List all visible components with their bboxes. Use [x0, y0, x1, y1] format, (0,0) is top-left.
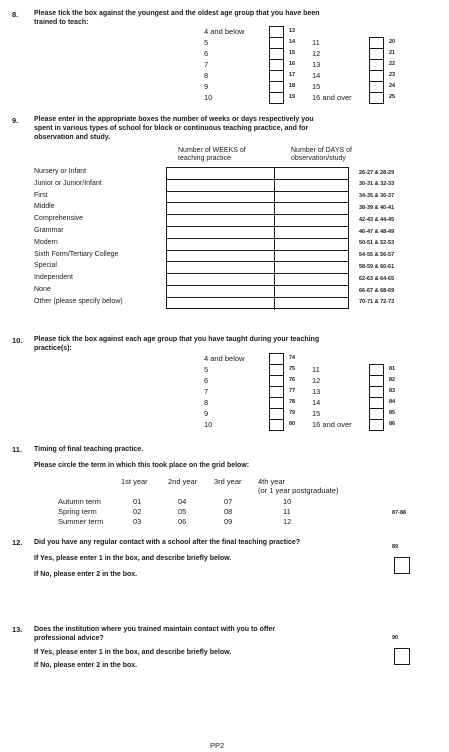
q8-left-tick-box[interactable] [270, 82, 283, 93]
q11-term-label: Spring term [58, 507, 97, 516]
q9-weeks-entry[interactable] [167, 192, 275, 203]
q11-term-value[interactable]: 08 [224, 507, 233, 516]
q12-text-line2: If Yes, please enter 1 in the box, and describe briefly below. [34, 555, 232, 562]
q8-left-age-label: 9 [204, 82, 209, 91]
q9-row-code: 70-71 & 72-73 [359, 299, 395, 306]
q12-text-line3: If No, please enter 2 in the box. [34, 571, 138, 578]
q8-right-tick-boxes [369, 37, 384, 104]
q10-right-code: 82 [389, 377, 396, 383]
q9-row-label: Modern [34, 238, 58, 246]
q9-weeks-entry[interactable] [167, 262, 275, 273]
q8-right-code: 25 [389, 94, 396, 100]
q9-grid-row [167, 192, 348, 204]
q9-col1-header-line1: Number of WEEKS of [178, 147, 246, 154]
q9-col2-header-line2: observation/study [291, 155, 346, 162]
q12-code: 89 [392, 544, 399, 550]
q9-row-code: 54-55 & 56-57 [359, 252, 395, 259]
q11-term-value[interactable]: 11 [283, 507, 291, 516]
q10-left-tick-boxes [269, 353, 284, 431]
q9-grid-row [167, 227, 348, 239]
q11-term-value[interactable]: 01 [133, 497, 142, 506]
q11-header-note: (or 1 year postgraduate) [258, 486, 339, 495]
q8-left-code: 13 [289, 28, 296, 34]
q11-header-1st-year: 1st year [121, 477, 148, 486]
q9-grid-row [167, 168, 348, 180]
q9-days-entry[interactable] [275, 239, 348, 250]
q13-text-line1: Does the institution where you trained maintain contact with you to offer [34, 626, 276, 633]
q10-right-tick-box[interactable] [370, 420, 383, 431]
q10-left-code: 74 [289, 355, 296, 361]
q13-answer-box[interactable] [394, 648, 410, 665]
q9-grid-row [167, 215, 348, 227]
q10-right-tick-box[interactable] [370, 387, 383, 398]
q8-left-code: 16 [289, 61, 296, 67]
q11-term-value[interactable]: 07 [224, 497, 233, 506]
q9-row-label: Nursery or Infant [34, 168, 87, 175]
q9-days-entry[interactable] [275, 262, 348, 273]
q8-left-tick-box[interactable] [270, 60, 283, 71]
q8-text-line2: trained to teach: [34, 19, 89, 26]
q8-text-line1: Please tick the box against the youngest and the oldest age group that you have been [34, 10, 320, 17]
q8-left-tick-boxes [269, 26, 284, 104]
q9-row-label: Other (please specify below) [34, 297, 123, 305]
q9-grid-row [167, 180, 348, 192]
q8-right-code: 22 [389, 61, 396, 67]
q9-entry-grid [166, 167, 349, 309]
q8-left-age-label: 6 [204, 49, 209, 58]
q9-row-label: Sixth Form/Tertiary College [34, 250, 119, 258]
q10-right-tick-box[interactable] [370, 398, 383, 409]
q11-text-line1: Timing of final teaching practice. [34, 446, 144, 453]
q10-right-code: 84 [389, 399, 396, 405]
q9-grid-row [167, 274, 348, 286]
q9-row-code: 42-43 & 44-45 [359, 216, 395, 223]
q11-header-2nd-year: 2nd year [168, 477, 198, 486]
q11-text-line2: Please circle the term in which this took place on the grid below: [34, 462, 250, 469]
q8-left-age-label: 8 [204, 71, 209, 80]
q8-right-age-label: 11 [312, 38, 320, 47]
q9-weeks-entry[interactable] [167, 286, 275, 297]
q10-left-tick-box[interactable] [270, 376, 283, 387]
q8-right-tick-box[interactable] [370, 49, 383, 60]
q12-number: 12. [12, 538, 23, 547]
q9-grid-row [167, 203, 348, 215]
q9-weeks-entry[interactable] [167, 215, 275, 226]
q8-right-age-label: 13 [312, 60, 321, 69]
q8-right-age-label: 12 [312, 49, 321, 58]
q10-left-tick-box[interactable] [270, 365, 283, 376]
q9-text-line1: Please enter in the appropriate boxes the number of weeks or days respectively you [34, 116, 314, 123]
q9-row-code: 62-63 & 64-65 [359, 275, 395, 282]
q9-days-entry[interactable] [275, 168, 348, 179]
q9-row-label: Independent [34, 274, 73, 282]
q10-left-age-label: 9 [204, 409, 209, 418]
q9-weeks-entry[interactable] [167, 203, 275, 214]
q10-right-code: 85 [389, 410, 396, 416]
q9-days-entry[interactable] [275, 274, 348, 285]
q8-right-age-label: 15 [312, 82, 321, 91]
q10-right-age-label: 11 [312, 365, 320, 374]
q8-left-age-label: 7 [204, 60, 209, 69]
q8-right-tick-box[interactable] [370, 71, 383, 82]
q10-left-code: 76 [289, 377, 296, 383]
q10-right-tick-box[interactable] [370, 409, 383, 420]
q10-right-code: 81 [389, 366, 396, 372]
q11-term-label: Summer term [58, 517, 104, 526]
q8-left-tick-box[interactable] [270, 71, 283, 82]
q10-left-age-label: 6 [204, 376, 209, 385]
q8-left-tick-box[interactable] [270, 38, 283, 49]
q9-weeks-entry[interactable] [167, 168, 275, 179]
q10-left-tick-box[interactable] [270, 387, 283, 398]
q9-row-label: Grammar [34, 227, 64, 234]
q8-right-tick-box[interactable] [370, 60, 383, 71]
q9-row-code: 66-67 & 68-69 [359, 287, 395, 294]
q10-number: 10. [12, 336, 23, 345]
q9-grid-row [167, 251, 348, 263]
q8-right-tick-box[interactable] [370, 82, 383, 93]
q11-header-3rd-year: 3rd year [214, 477, 242, 486]
q9-row-label: Junior or Junior/Infant [34, 179, 102, 187]
q8-right-code: 20 [389, 39, 396, 45]
q8-right-code: 21 [389, 50, 396, 56]
q10-right-code: 83 [389, 388, 396, 394]
q10-right-age-label: 15 [312, 409, 321, 418]
q10-left-age-label: 8 [204, 398, 209, 407]
q9-text-line2: spent in various types of school for block or continuous teaching practice, and for [34, 125, 309, 132]
q9-days-entry[interactable] [275, 286, 348, 297]
q11-term-value[interactable]: 02 [133, 507, 142, 516]
q8-right-code: 23 [389, 72, 396, 78]
q11-header-4th-year: 4th year [258, 477, 286, 486]
q10-right-tick-boxes [369, 364, 384, 431]
q10-left-code: 78 [289, 399, 296, 405]
q11-term-value[interactable]: 05 [178, 507, 187, 516]
q9-days-entry[interactable] [275, 215, 348, 226]
q8-right-tick-box[interactable] [370, 38, 383, 49]
q10-left-tick-box[interactable] [270, 354, 283, 365]
page-number: PP2 [210, 741, 225, 750]
q11-term-value[interactable]: 04 [178, 497, 187, 506]
q8-right-age-label: 16 and over [312, 93, 352, 102]
q10-right-age-label: 16 and over [312, 420, 352, 429]
q8-left-code: 15 [289, 50, 296, 56]
q8-left-code: 14 [289, 39, 296, 45]
q9-number: 9. [12, 116, 19, 125]
q8-right-code: 24 [389, 83, 396, 89]
q10-left-tick-box[interactable] [270, 398, 283, 409]
q13-number: 13. [12, 625, 23, 634]
q10-right-tick-box[interactable] [370, 376, 383, 387]
q11-term-value[interactable]: 10 [283, 497, 292, 506]
q8-left-age-label: 4 and below [204, 27, 245, 36]
q9-grid-row [167, 262, 348, 274]
q9-weeks-entry[interactable] [167, 180, 275, 191]
q9-days-entry[interactable] [275, 251, 348, 262]
q9-text-line3: observation and study. [34, 134, 111, 141]
q8-left-age-label: 10 [204, 93, 213, 102]
q8-left-tick-box[interactable] [270, 93, 283, 104]
q9-grid-row [167, 239, 348, 251]
q13-text-line4: If No, please enter 2 in the box. [34, 662, 138, 669]
q9-days-entry[interactable] [275, 298, 348, 310]
q9-row-code: 46-47 & 48-49 [359, 228, 395, 235]
q10-left-code: 75 [289, 366, 296, 372]
q9-row-label: First [34, 191, 48, 199]
q11-term-value[interactable]: 09 [224, 517, 233, 526]
q9-weeks-entry[interactable] [167, 298, 275, 310]
q9-row-code: 50-51 & 52-53 [359, 240, 395, 247]
q8-left-code: 17 [289, 72, 296, 78]
q9-days-entry[interactable] [275, 192, 348, 203]
q9-row-label: Comprehensive [34, 215, 84, 223]
q8-left-code: 18 [289, 83, 296, 89]
q10-right-tick-box[interactable] [370, 365, 383, 376]
q9-grid-row [167, 286, 348, 298]
q10-left-code: 79 [289, 410, 296, 416]
q11-number: 11. [12, 445, 23, 454]
q12-answer-box[interactable] [394, 557, 410, 574]
q10-left-code: 77 [289, 388, 296, 394]
q8-right-tick-box[interactable] [370, 93, 383, 104]
q11-term-value[interactable]: 06 [178, 517, 187, 526]
q12-text-line1: Did you have any regular contact with a school after the final teaching practice? [34, 539, 301, 546]
q9-grid-row [167, 298, 348, 310]
q9-row-label: Special [34, 262, 57, 270]
q11-term-value[interactable]: 12 [283, 517, 292, 526]
q10-right-age-label: 13 [312, 387, 321, 396]
q9-row-label: None [34, 286, 51, 293]
q9-row-code: 30-31 & 32-33 [359, 181, 395, 188]
q8-right-age-label: 14 [312, 71, 321, 80]
q8-number: 8. [12, 10, 19, 19]
q8-left-tick-box[interactable] [270, 27, 283, 38]
q13-text-line2: professional advice? [34, 635, 104, 642]
q10-text-line1: Please tick the box against each age group that you have taught during your teaching [34, 336, 320, 343]
q8-left-age-label: 5 [204, 38, 209, 47]
q13-text-line3: If Yes, please enter 1 in the box, and describe briefly below. [34, 649, 232, 656]
q10-left-code: 80 [289, 421, 296, 427]
q9-weeks-entry[interactable] [167, 251, 275, 262]
q9-weeks-entry[interactable] [167, 239, 275, 250]
q10-text-line2: practice(s): [34, 345, 72, 352]
q11-code: 87-88 [392, 510, 407, 516]
q9-col1-header-line2: teaching practice [178, 155, 231, 162]
q9-col2-header-line1: Number of DAYS of [291, 147, 352, 154]
q9-days-entry[interactable] [275, 180, 348, 191]
q8-left-tick-box[interactable] [270, 49, 283, 60]
q10-left-age-label: 5 [204, 365, 209, 374]
q9-days-entry[interactable] [275, 227, 348, 238]
q10-right-code: 86 [389, 421, 396, 427]
q9-row-code: 34-35 & 36-37 [359, 193, 395, 200]
q11-term-value[interactable]: 03 [133, 517, 142, 526]
q10-left-age-label: 4 and below [204, 354, 245, 363]
q10-left-tick-box[interactable] [270, 409, 283, 420]
q8-left-code: 19 [289, 94, 296, 100]
q9-row-code: 26-27 & 28-29 [359, 169, 395, 176]
q9-weeks-entry[interactable] [167, 227, 275, 238]
q9-weeks-entry[interactable] [167, 274, 275, 285]
q10-left-age-label: 10 [204, 420, 213, 429]
q10-left-age-label: 7 [204, 387, 209, 396]
q9-days-entry[interactable] [275, 203, 348, 214]
q11-term-label: Autumn term [58, 497, 101, 506]
q10-right-age-label: 12 [312, 376, 321, 385]
q9-row-code: 58-59 & 60-61 [359, 263, 395, 270]
q13-code: 90 [392, 635, 399, 641]
q9-row-code: 38-39 & 40-41 [359, 204, 395, 211]
q10-right-age-label: 14 [312, 398, 321, 407]
q9-row-label: Middle [34, 203, 55, 211]
q10-left-tick-box[interactable] [270, 420, 283, 431]
